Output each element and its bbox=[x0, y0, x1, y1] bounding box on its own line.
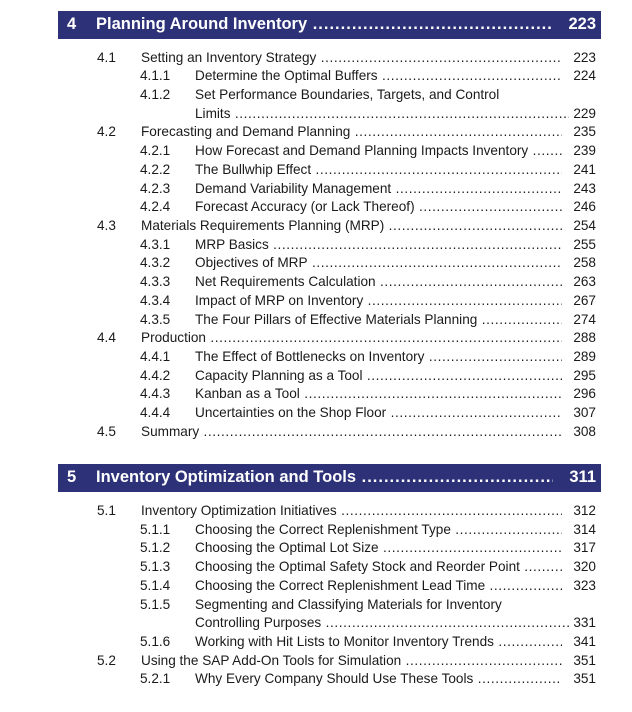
toc-entry-4-3-2[interactable] bbox=[140, 254, 596, 272]
section-title: How Forecast and Demand Planning Impacts Inventory ..... bbox=[195, 142, 562, 160]
section-title: Capacity Planning as a Tool ..... bbox=[195, 367, 562, 385]
toc-entry-4-4-4[interactable] bbox=[140, 404, 596, 422]
toc-entry-4-1-2-continued[interactable] bbox=[195, 105, 596, 123]
toc-entry-5-1-6[interactable] bbox=[140, 633, 596, 651]
section-title: Demand Variability Management ..... bbox=[195, 180, 562, 198]
chapter-title: Inventory Optimization and Tools ..... bbox=[96, 468, 553, 487]
section-title: Determine the Optimal Buffers ..... bbox=[195, 67, 562, 85]
section-number: 4.3 bbox=[97, 218, 116, 233]
section-title: Materials Requirements Planning (MRP) ..... bbox=[141, 217, 562, 235]
section-page: 320 bbox=[569, 558, 596, 576]
section-number: 4.1.2 bbox=[140, 87, 171, 102]
section-page: 289 bbox=[569, 348, 596, 366]
section-number: 4.3.5 bbox=[140, 312, 171, 327]
section-number: 4.4.1 bbox=[140, 349, 171, 364]
section-page: 229 bbox=[569, 105, 596, 123]
toc-entry-5-1-5[interactable] bbox=[140, 596, 596, 614]
toc-entry-4-2[interactable] bbox=[97, 123, 596, 141]
toc-entry-5-1-1[interactable] bbox=[140, 521, 596, 539]
toc-entry-5-1-4[interactable] bbox=[140, 577, 596, 595]
section-title: Forecast Accuracy (or Lack Thereof) ..... bbox=[195, 198, 562, 216]
section-title: Uncertainties on the Shop Floor ..... bbox=[195, 404, 562, 422]
section-number: 5.1.1 bbox=[140, 522, 171, 537]
section-number: 4.2.2 bbox=[140, 162, 171, 177]
section-number: 4.3.3 bbox=[140, 274, 171, 289]
section-title: Net Requirements Calculation ..... bbox=[195, 273, 562, 291]
section-number: 4.2.1 bbox=[140, 143, 171, 158]
toc-entry-5-2[interactable] bbox=[97, 652, 596, 670]
section-title: Choosing the Correct Replenishment Type ..... bbox=[195, 521, 562, 539]
section-page: 314 bbox=[569, 521, 596, 539]
section-title: Impact of MRP on Inventory ..... bbox=[195, 292, 562, 310]
section-title: Choosing the Correct Replenishment Lead Time ..... bbox=[195, 577, 562, 595]
section-number: 4.4.3 bbox=[140, 386, 171, 401]
section-page: 223 bbox=[569, 49, 596, 67]
section-title-continued: Limits ..... bbox=[195, 105, 596, 123]
chapter-number: 4 bbox=[67, 15, 77, 33]
section-page: 246 bbox=[569, 198, 596, 216]
section-title: Choosing the Optimal Lot Size ..... bbox=[195, 539, 562, 557]
toc-entry-4-3-1[interactable] bbox=[140, 236, 596, 254]
section-title: Working with Hit Lists to Monitor Inventory Trends ..... bbox=[195, 633, 562, 651]
section-number: 4.1 bbox=[97, 50, 116, 65]
toc-entry-4-2-2[interactable] bbox=[140, 161, 596, 179]
toc-entry-4-1[interactable] bbox=[97, 49, 596, 67]
section-title: Kanban as a Tool ..... bbox=[195, 385, 562, 403]
toc-entry-4-2-4[interactable] bbox=[140, 198, 596, 216]
chapter-4-header[interactable] bbox=[58, 11, 601, 39]
section-title: MRP Basics ..... bbox=[195, 236, 562, 254]
section-page: 317 bbox=[569, 539, 596, 557]
toc-entry-4-4[interactable] bbox=[97, 329, 596, 347]
section-number: 4.3.4 bbox=[140, 293, 171, 308]
section-number: 5.1 bbox=[97, 503, 116, 518]
chapter-number: 5 bbox=[67, 468, 77, 486]
chapter-page: 223 bbox=[565, 15, 596, 34]
section-page: 312 bbox=[569, 502, 596, 520]
section-page: 258 bbox=[569, 254, 596, 272]
section-number: 4.2.4 bbox=[140, 199, 171, 214]
section-number: 5.2 bbox=[97, 653, 116, 668]
section-title: Production ..... bbox=[141, 329, 562, 347]
section-title: Set Performance Boundaries, Targets, and Control bbox=[195, 87, 500, 102]
section-title: Inventory Optimization Initiatives ..... bbox=[141, 502, 562, 520]
toc-entry-4-4-3[interactable] bbox=[140, 385, 596, 403]
toc-entry-4-3-5[interactable] bbox=[140, 311, 596, 329]
section-page: 331 bbox=[569, 614, 596, 632]
section-title: Using the SAP Add-On Tools for Simulation ..... bbox=[141, 652, 562, 670]
section-title: Objectives of MRP ..... bbox=[195, 254, 562, 272]
section-page: 288 bbox=[569, 329, 596, 347]
section-page: 239 bbox=[569, 142, 596, 160]
section-title: The Bullwhip Effect ..... bbox=[195, 161, 562, 179]
section-number: 4.4.4 bbox=[140, 405, 171, 420]
section-number: 4.4.2 bbox=[140, 368, 171, 383]
section-title-continued: Controlling Purposes ..... bbox=[195, 614, 596, 632]
section-number: 4.4 bbox=[97, 330, 116, 345]
toc-entry-5-1-3[interactable] bbox=[140, 558, 596, 576]
section-page: 296 bbox=[569, 385, 596, 403]
toc-entry-4-3-4[interactable] bbox=[140, 292, 596, 310]
toc-entry-4-4-1[interactable] bbox=[140, 348, 596, 366]
section-title: Segmenting and Classifying Materials for Inventory bbox=[195, 597, 502, 612]
section-page: 295 bbox=[569, 367, 596, 385]
toc-entry-5-1[interactable] bbox=[97, 502, 596, 520]
toc-entry-4-2-3[interactable] bbox=[140, 180, 596, 198]
section-number: 4.2.3 bbox=[140, 181, 171, 196]
toc-entry-5-2-1[interactable] bbox=[140, 670, 596, 688]
section-number: 4.5 bbox=[97, 424, 116, 439]
section-number: 5.2.1 bbox=[140, 671, 171, 686]
section-page: 308 bbox=[569, 423, 596, 441]
section-page: 243 bbox=[569, 180, 596, 198]
toc-entry-4-3-3[interactable] bbox=[140, 273, 596, 291]
section-page: 263 bbox=[569, 273, 596, 291]
section-number: 4.3.1 bbox=[140, 237, 171, 252]
toc-entry-4-1-2[interactable] bbox=[140, 86, 596, 104]
section-page: 254 bbox=[569, 217, 596, 235]
section-page: 274 bbox=[569, 311, 596, 329]
section-page: 323 bbox=[569, 577, 596, 595]
section-page: 351 bbox=[569, 670, 596, 688]
chapter-page: 311 bbox=[566, 468, 596, 487]
toc-entry-5-1-5-continued[interactable] bbox=[195, 614, 596, 632]
section-page: 224 bbox=[569, 67, 596, 85]
section-number: 5.1.6 bbox=[140, 634, 171, 649]
section-title: Why Every Company Should Use These Tools ..... bbox=[195, 670, 562, 688]
section-title: The Four Pillars of Effective Materials Planning ..... bbox=[195, 311, 562, 329]
toc-entry-5-1-2[interactable] bbox=[140, 539, 596, 557]
section-number: 5.1.3 bbox=[140, 559, 171, 574]
section-title: Setting an Inventory Strategy ..... bbox=[141, 49, 562, 67]
section-page: 341 bbox=[569, 633, 596, 651]
section-number: 5.1.5 bbox=[140, 597, 171, 612]
toc-entry-4-5[interactable] bbox=[97, 423, 596, 441]
toc-entry-4-1-1[interactable] bbox=[140, 67, 596, 85]
section-title: Summary ..... bbox=[141, 423, 562, 441]
section-page: 307 bbox=[569, 404, 596, 422]
section-page: 241 bbox=[569, 161, 596, 179]
chapter-5-header[interactable] bbox=[58, 464, 601, 492]
chapter-title: Planning Around Inventory ..... bbox=[96, 15, 553, 34]
section-page: 267 bbox=[569, 292, 596, 310]
section-number: 4.1.1 bbox=[140, 68, 171, 83]
section-number: 5.1.2 bbox=[140, 540, 171, 555]
section-page: 235 bbox=[569, 123, 596, 141]
section-number: 5.1.4 bbox=[140, 578, 171, 593]
section-page: 255 bbox=[569, 236, 596, 254]
toc-entry-4-2-1[interactable] bbox=[140, 142, 596, 160]
section-number: 4.2 bbox=[97, 124, 116, 139]
section-title: Forecasting and Demand Planning ..... bbox=[141, 123, 562, 141]
section-number: 4.3.2 bbox=[140, 255, 171, 270]
toc-entry-4-3[interactable] bbox=[97, 217, 596, 235]
section-title: The Effect of Bottlenecks on Inventory ..... bbox=[195, 348, 562, 366]
section-page: 351 bbox=[569, 652, 596, 670]
section-title: Choosing the Optimal Safety Stock and Reorder Point ..... bbox=[195, 558, 562, 576]
toc-entry-4-4-2[interactable] bbox=[140, 367, 596, 385]
